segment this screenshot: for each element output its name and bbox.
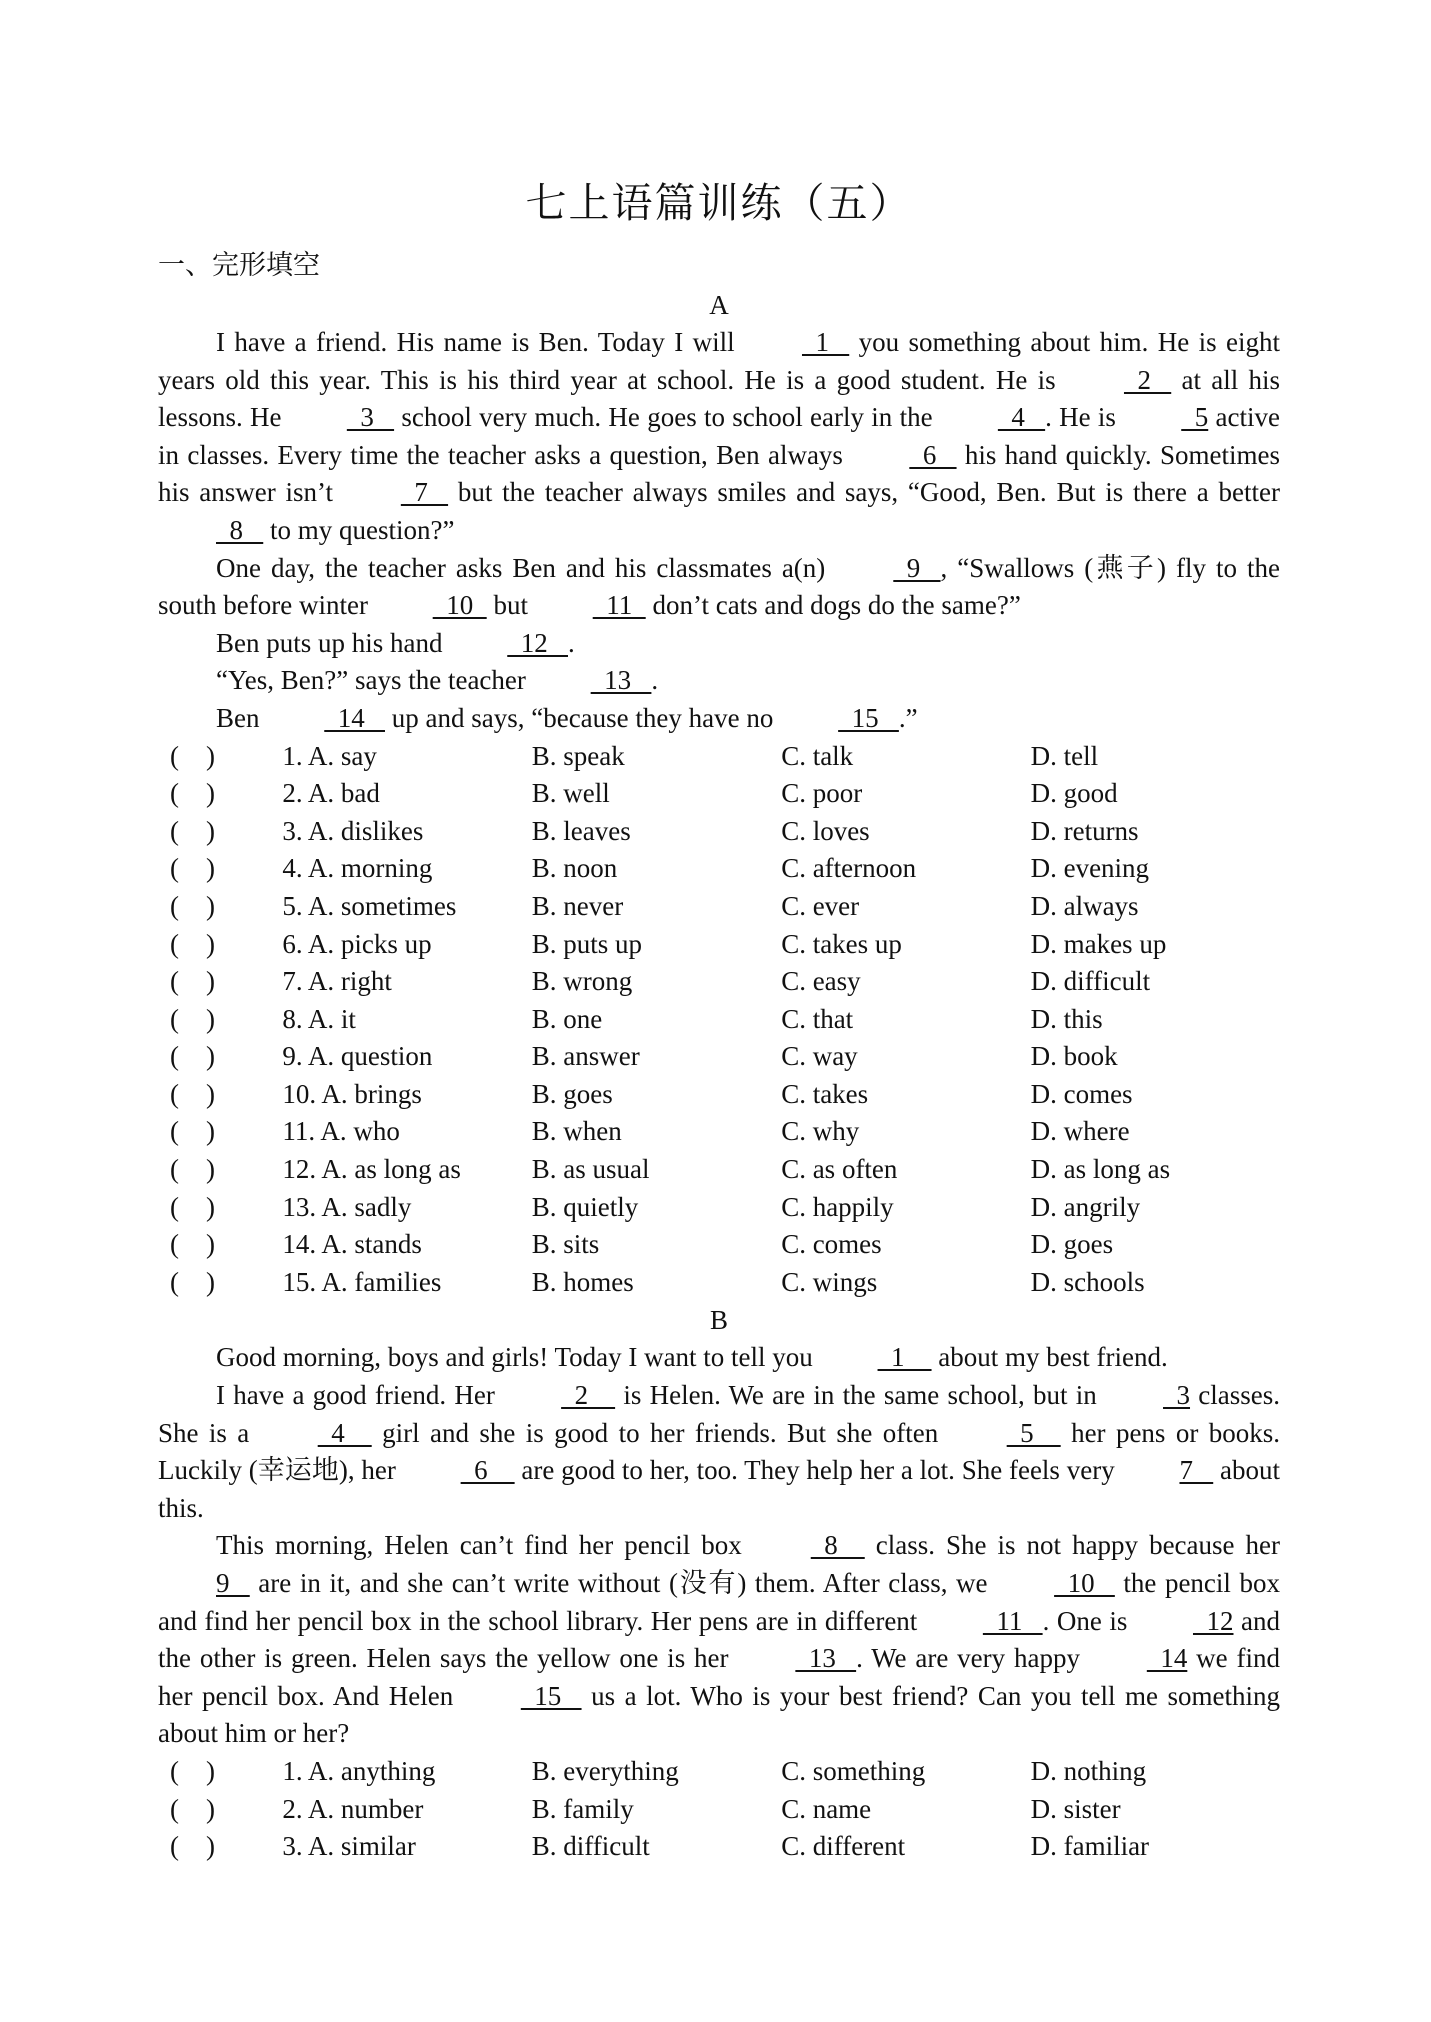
option-a: 4. A. morning <box>282 853 433 884</box>
option-a: 1. A. say <box>282 740 377 771</box>
passage-text: Good morning, boys and girls! Today I want to tell you <box>216 1342 820 1373</box>
option-c: C. poor <box>781 778 863 809</box>
option-b: B. answer <box>531 1041 640 1072</box>
passage-text: Ben puts up his hand <box>216 627 450 658</box>
passage-text: . <box>568 627 575 658</box>
question-row <box>158 1264 1280 1302</box>
passage-text: I have a friend. His name is Ben. Today I will <box>216 327 744 357</box>
passage-text: to my question?” <box>263 514 455 545</box>
answer-parenthesis: ( ) <box>170 1229 215 1260</box>
answer-blank: 3 <box>1163 1380 1191 1411</box>
worksheet-page <box>158 170 1280 1866</box>
answer-blank: 8 <box>216 514 264 545</box>
option-d: D. always <box>1030 890 1139 921</box>
option-c: C. takes up <box>781 928 902 959</box>
passage-a-label: A <box>709 290 729 320</box>
answer-parenthesis: ( ) <box>170 1154 215 1185</box>
question-row <box>158 775 1280 813</box>
answer-blank: 15 <box>520 1680 582 1711</box>
option-b: B. family <box>531 1793 634 1824</box>
question-row <box>158 1076 1280 1114</box>
option-c: C. happily <box>781 1191 894 1222</box>
answer-blank: 1 <box>801 327 850 357</box>
passage-b-text <box>158 1339 1280 1753</box>
option-a: 3. A. dislikes <box>282 815 424 846</box>
passage-text: are good to her, too. They help her a lot. She feels very <box>514 1455 1122 1486</box>
answer-parenthesis: ( ) <box>170 966 215 997</box>
option-d: D. comes <box>1030 1078 1133 1109</box>
answer-blank: 4 <box>997 402 1046 433</box>
option-d: D. makes up <box>1030 928 1167 959</box>
option-d: D. as long as <box>1030 1154 1171 1185</box>
answer-parenthesis: ( ) <box>170 928 215 959</box>
answer-parenthesis: ( ) <box>170 1831 215 1862</box>
option-a: 11. A. who <box>282 1116 400 1147</box>
option-b: B. sits <box>531 1229 600 1260</box>
option-d: D. evening <box>1030 853 1150 884</box>
answer-parenthesis: ( ) <box>170 740 215 771</box>
answer-blank: 3 <box>346 402 395 433</box>
passage-a-text <box>158 324 1280 738</box>
answer-blank: 13 <box>795 1643 857 1674</box>
question-row <box>158 888 1280 926</box>
passage-text: Ben <box>216 702 267 733</box>
option-c: C. wings <box>781 1266 878 1297</box>
passage-text: us a lot. Who is your best friend? Can you tell me something about him or her? <box>158 1680 1280 1749</box>
passage-text: classes. She is a <box>158 1380 1280 1448</box>
answer-parenthesis: ( ) <box>170 890 215 921</box>
option-d: D. book <box>1030 1041 1118 1072</box>
passage-paragraph <box>158 1527 1280 1753</box>
option-c: C. different <box>781 1831 906 1862</box>
option-a: 2. A. number <box>282 1793 424 1824</box>
answer-blank: 6 <box>909 439 957 470</box>
answer-blank: 7 <box>400 477 449 508</box>
option-c: C. talk <box>781 740 854 771</box>
option-b: B. homes <box>531 1266 634 1297</box>
answer-blank: 11 <box>982 1605 1043 1636</box>
passage-a-options <box>158 738 1280 1302</box>
option-c: C. as often <box>781 1154 898 1185</box>
passage-text: . One is <box>1042 1605 1135 1636</box>
answer-blank: 5 <box>1006 1417 1061 1448</box>
option-a: 1. A. anything <box>282 1755 436 1786</box>
option-b: B. speak <box>531 740 625 771</box>
question-row <box>158 813 1280 851</box>
option-b: B. noon <box>531 853 618 884</box>
answer-blank: 7 <box>1179 1455 1214 1486</box>
answer-blank: 10 <box>432 590 487 621</box>
option-b: B. as usual <box>531 1154 650 1185</box>
option-d: D. where <box>1030 1116 1130 1147</box>
passage-b-options <box>158 1753 1280 1866</box>
option-b: B. everything <box>531 1755 679 1786</box>
passage-text: up and says, “because they have no <box>385 702 781 733</box>
answer-blank: 4 <box>317 1417 372 1448</box>
question-row <box>158 1151 1280 1189</box>
option-a: 8. A. it <box>282 1003 356 1034</box>
section-heading: 一、完形填空 <box>158 250 320 280</box>
option-c: C. something <box>781 1755 926 1786</box>
answer-parenthesis: ( ) <box>170 1116 215 1147</box>
passage-text: about this. <box>158 1455 1280 1523</box>
passage-text: at all his lessons. He <box>158 364 1281 433</box>
passage-text: and the other is green. Helen says the yellow one is her <box>158 1605 1281 1674</box>
option-d: D. tell <box>1030 740 1099 771</box>
option-c: C. why <box>781 1116 860 1147</box>
answer-blank: 9 <box>893 552 941 583</box>
answer-blank: 12 <box>507 627 568 658</box>
passage-text: is Helen. We are in the same school, but in <box>615 1380 1106 1411</box>
option-d: D. schools <box>1030 1266 1145 1297</box>
passage-paragraph <box>158 550 1280 625</box>
option-b: B. never <box>531 890 624 921</box>
passage-paragraph <box>158 1339 1280 1377</box>
answer-parenthesis: ( ) <box>170 853 215 884</box>
option-d: D. good <box>1030 778 1118 809</box>
option-a: 15. A. families <box>282 1266 442 1297</box>
option-b: B. when <box>531 1116 622 1147</box>
option-c: C. takes <box>781 1078 869 1109</box>
answer-parenthesis: ( ) <box>170 1041 215 1072</box>
answer-parenthesis: ( ) <box>170 1078 215 1109</box>
passage-text: , “Swallows (燕子) fly to the south before winter <box>158 552 1280 621</box>
option-a: 14. A. stands <box>282 1229 422 1260</box>
passage-paragraph <box>158 324 1280 550</box>
passage-text: but <box>486 590 535 621</box>
answer-blank: 13 <box>590 665 652 696</box>
question-row <box>158 1113 1280 1151</box>
option-a: 5. A. sometimes <box>282 890 457 921</box>
option-b: B. wrong <box>531 966 633 997</box>
passage-paragraph <box>158 1377 1280 1527</box>
option-c: C. comes <box>781 1229 882 1260</box>
passage-paragraph <box>158 662 1280 700</box>
question-row <box>158 1828 1280 1866</box>
answer-parenthesis: ( ) <box>170 1191 215 1222</box>
question-row <box>158 926 1280 964</box>
option-c: C. name <box>781 1793 872 1824</box>
option-c: C. afternoon <box>781 853 917 884</box>
answer-blank: 2 <box>561 1380 616 1411</box>
passage-text: the pencil box and find her pencil box in the school library. Her pens are in different <box>158 1568 1280 1636</box>
question-row <box>158 963 1280 1001</box>
passage-text: This morning, Helen can’t find her pencil box <box>216 1530 753 1561</box>
answer-blank: 15 <box>838 702 899 733</box>
option-c: C. way <box>781 1041 858 1072</box>
option-a: 9. A. question <box>282 1041 433 1072</box>
question-row <box>158 1038 1280 1076</box>
passage-text: are in it, and she can’t write without (没有) them. After class, we <box>249 1568 997 1598</box>
answer-blank: 8 <box>810 1530 865 1561</box>
answer-blank: 14 <box>324 702 385 733</box>
option-a: 6. A. picks up <box>282 928 432 959</box>
option-b: B. one <box>531 1003 603 1034</box>
option-a: 10. A. brings <box>282 1078 422 1109</box>
passage-text: I have a good friend. Her <box>216 1380 504 1411</box>
option-d: D. familiar <box>1030 1831 1150 1862</box>
answer-blank: 5 <box>1181 402 1209 433</box>
passage-text: “Yes, Ben?” says the teacher <box>216 665 533 696</box>
option-d: D. this <box>1030 1003 1103 1034</box>
passage-text: don’t cats and dogs do the same?” <box>645 590 1021 621</box>
option-b: B. difficult <box>531 1831 650 1862</box>
answer-parenthesis: ( ) <box>170 1755 215 1786</box>
answer-parenthesis: ( ) <box>170 1003 215 1034</box>
option-b: B. leaves <box>531 815 631 846</box>
option-a: 2. A. bad <box>282 778 380 809</box>
answer-blank: 12 <box>1192 1605 1234 1636</box>
answer-parenthesis: ( ) <box>170 1266 215 1297</box>
passage-b-label: B <box>709 1305 728 1336</box>
question-row <box>158 1001 1280 1039</box>
option-c: C. ever <box>781 890 860 921</box>
option-b: B. quietly <box>531 1191 639 1222</box>
question-row <box>158 1753 1280 1791</box>
option-c: C. easy <box>781 966 861 997</box>
worksheet-title: 七上语篇训练（五） <box>525 180 913 226</box>
question-row <box>158 738 1280 776</box>
answer-parenthesis: ( ) <box>170 778 215 809</box>
option-b: B. well <box>531 778 610 809</box>
answer-blank: 1 <box>877 1342 932 1373</box>
passage-paragraph <box>158 700 1280 738</box>
passage-text: . <box>651 665 659 696</box>
option-a: 12. A. as long as <box>282 1154 461 1185</box>
option-c: C. that <box>781 1003 854 1034</box>
option-a: 7. A. right <box>282 966 392 997</box>
option-d: D. goes <box>1030 1229 1114 1260</box>
passage-paragraph <box>158 625 1280 663</box>
answer-blank: 10 <box>1054 1568 1115 1598</box>
passage-text: school very much. He goes to school early in the <box>394 402 940 433</box>
option-b: B. puts up <box>531 928 643 959</box>
answer-blank: 11 <box>592 590 646 621</box>
option-c: C. loves <box>781 815 870 846</box>
passage-text: about my best friend. <box>931 1342 1168 1373</box>
question-row <box>158 850 1280 888</box>
passage-text: active in classes. Every time the teacher asks a question, Ben always <box>158 402 1280 470</box>
passage-text: his hand quickly. Sometimes his answer isn’t <box>158 439 1280 508</box>
option-b: B. goes <box>531 1078 613 1109</box>
passage-text: her pens or books. Luckily (幸运地), her <box>158 1417 1280 1486</box>
question-row <box>158 1226 1280 1264</box>
answer-parenthesis: ( ) <box>170 815 215 846</box>
option-d: D. angrily <box>1030 1191 1141 1222</box>
passage-text: One day, the teacher asks Ben and his classmates a(n) <box>216 552 836 583</box>
passage-text: we find her pencil box. And Helen <box>158 1643 1280 1711</box>
option-d: D. sister <box>1030 1793 1121 1824</box>
answer-blank: 9 <box>216 1568 250 1598</box>
passage-text: but the teacher always smiles and says, “Good, Ben. But is there a better <box>448 477 1280 508</box>
question-row <box>158 1189 1280 1227</box>
passage-text: . He is <box>1045 402 1124 433</box>
question-row <box>158 1791 1280 1829</box>
answer-parenthesis: ( ) <box>170 1793 215 1824</box>
option-a: 3. A. similar <box>282 1831 416 1862</box>
option-d: D. difficult <box>1030 966 1151 997</box>
answer-blank: 6 <box>460 1455 515 1486</box>
option-d: D. returns <box>1030 815 1139 846</box>
passage-text: .” <box>898 702 918 733</box>
answer-blank: 2 <box>1123 364 1172 395</box>
passage-text: class. She is not happy because her <box>864 1530 1280 1561</box>
passage-text: you something about him. He is eight years old this year. This is his third year at school. He is a good student. He is <box>158 327 1280 395</box>
option-a: 13. A. sadly <box>282 1191 412 1222</box>
option-d: D. nothing <box>1030 1755 1147 1786</box>
answer-blank: 14 <box>1146 1643 1188 1674</box>
passage-text: girl and she is good to her friends. But she often <box>371 1417 949 1448</box>
passage-text: . We are very happy <box>856 1643 1089 1674</box>
